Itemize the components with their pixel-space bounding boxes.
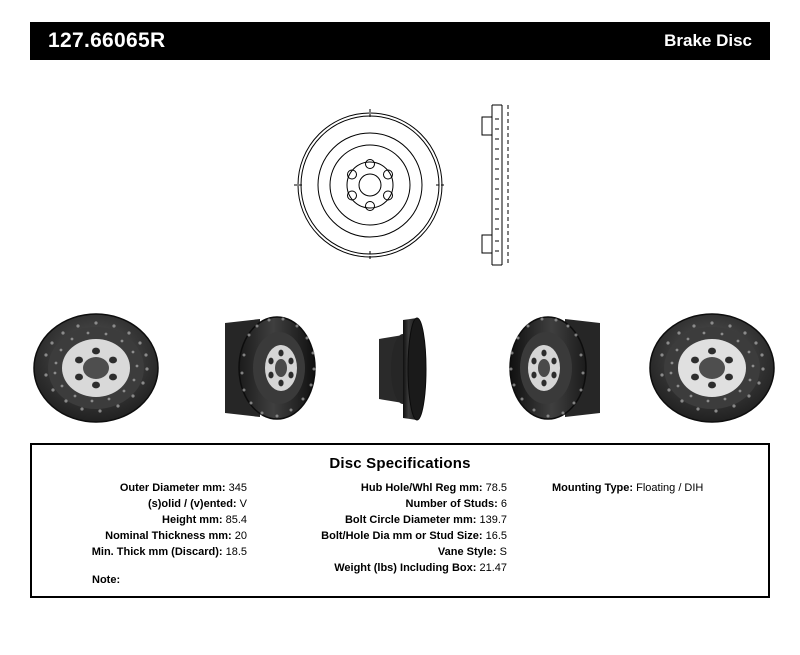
spec-value: 18.5 [225, 546, 247, 558]
spec-value: 85.4 [225, 514, 247, 526]
spec-value: 139.7 [479, 514, 507, 526]
rotor-photo-side-left [205, 305, 335, 440]
spec-row [32, 496, 247, 512]
spec-label: Bolt Circle Diameter mm: [344, 514, 477, 526]
spec-row [552, 480, 767, 496]
spec-label: Nominal Thickness mm: [105, 530, 232, 542]
spec-value: 78.5 [485, 482, 507, 494]
product-photo-row [20, 305, 780, 435]
spec-value: V [239, 498, 247, 510]
spec-value: S [499, 546, 507, 558]
document-title: Brake Disc [664, 31, 752, 50]
spec-row [277, 496, 507, 512]
spec-label: Number of Studs: [405, 498, 498, 510]
disc-face-technical-drawing [294, 109, 446, 261]
specs-columns [32, 480, 768, 580]
specs-column-left [32, 480, 247, 560]
specs-column-middle [277, 480, 507, 576]
spec-label: Min. Thick mm (Discard): [91, 546, 223, 558]
specs-title: Disc Specifications [329, 455, 471, 472]
spec-row [32, 528, 247, 544]
spec-row [32, 480, 247, 496]
rotor-photo-side-right [490, 305, 620, 440]
spec-row [277, 512, 507, 528]
disc-edge-technical-drawing [482, 105, 508, 265]
specs-column-right [552, 480, 767, 496]
rotor-photo-angled-left [28, 305, 168, 440]
spec-label: (s)olid / (v)ented: [147, 498, 237, 510]
technical-drawing-svg [30, 95, 770, 285]
note-label: Note: [92, 574, 121, 586]
technical-drawings-area [30, 95, 770, 285]
spec-row [32, 544, 247, 560]
spec-label: Bolt/Hole Dia mm or Stud Size: [321, 530, 483, 542]
spec-row [277, 560, 507, 576]
rotor-photo-edge-center [365, 305, 455, 440]
spec-value: 6 [500, 498, 507, 510]
spec-value: Floating / DIH [636, 482, 704, 494]
document-header [30, 22, 770, 60]
spec-label: Height mm: [162, 514, 223, 526]
part-number: 127.66065R [48, 29, 166, 52]
spec-value: 16.5 [485, 530, 507, 542]
spec-label: Mounting Type: [552, 482, 634, 494]
spec-row [32, 512, 247, 528]
spec-row [277, 480, 507, 496]
spec-label: Weight (lbs) Including Box: [334, 562, 477, 574]
spec-label: Outer Diameter mm: [119, 482, 226, 494]
spec-value: 21.47 [479, 562, 507, 574]
spec-row [277, 544, 507, 560]
spec-value: 20 [234, 530, 247, 542]
rotor-photo-angled-right [640, 305, 780, 440]
spec-value: 345 [228, 482, 247, 494]
spec-row [277, 528, 507, 544]
spec-label: Vane Style: [437, 546, 497, 558]
note-field [92, 574, 120, 586]
spec-label: Hub Hole/Whl Reg mm: [360, 482, 483, 494]
disc-specifications-panel [30, 443, 770, 598]
